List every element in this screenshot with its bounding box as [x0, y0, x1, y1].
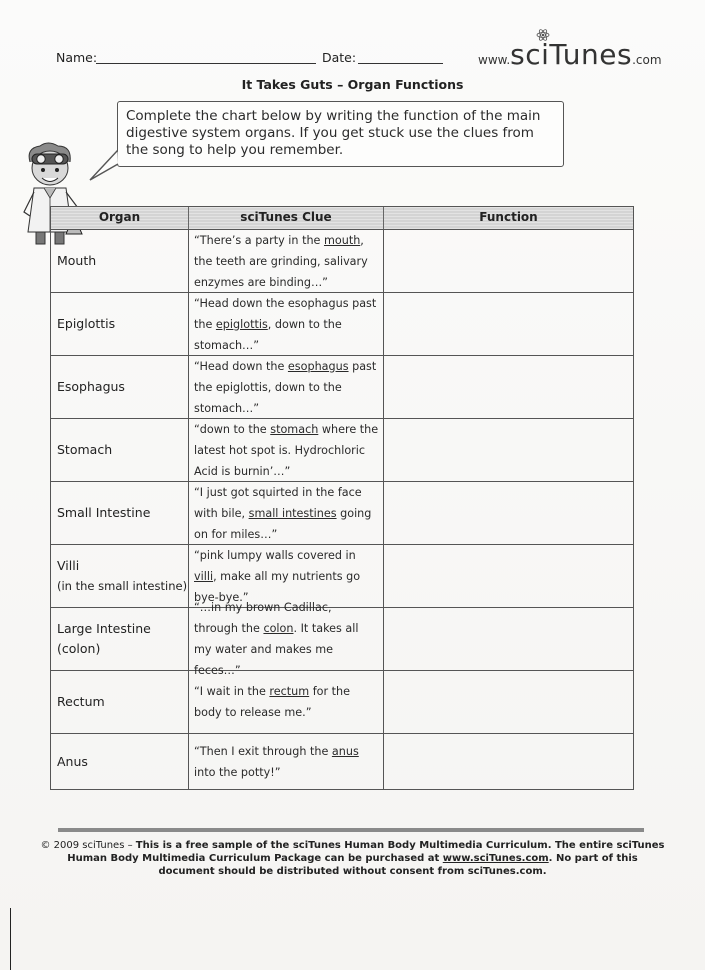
- function-input-cell[interactable]: [384, 545, 633, 607]
- scitunes-logo: [478, 38, 662, 71]
- table-header: [51, 207, 633, 230]
- clue-cell: [189, 419, 384, 481]
- logo-main: sciTunes: [510, 38, 633, 71]
- clue-keyword: epiglottis: [215, 317, 268, 331]
- table-row: [51, 419, 633, 482]
- organ-name: Esophagus: [57, 379, 125, 394]
- function-input-cell[interactable]: [384, 608, 633, 670]
- function-input-cell[interactable]: [384, 482, 633, 544]
- organ-name: Epiglottis: [57, 316, 116, 331]
- date-field[interactable]: [358, 63, 443, 64]
- clue-text: into the potty!”: [194, 765, 281, 779]
- header-function: Function: [479, 210, 538, 224]
- clue-text: “Head down the esophagus past the: [194, 296, 377, 331]
- clue-cell: [189, 734, 384, 789]
- worksheet-title: It Takes Guts – Organ Functions: [241, 77, 464, 92]
- clue-text: . It takes all my water and makes me feces…”: [194, 622, 359, 677]
- footer-copyright: © 2009 sciTunes –: [40, 840, 136, 851]
- header-organ: Organ: [51, 207, 189, 229]
- clue-text: “Head down the: [194, 359, 288, 373]
- function-input-cell[interactable]: [384, 419, 633, 481]
- clue-text: “I wait in the: [194, 685, 270, 698]
- clue-keyword: rectum: [269, 685, 310, 698]
- instructions-bubble: [117, 101, 564, 167]
- bubble-tail: [88, 150, 122, 184]
- clue-keyword: stomach: [270, 422, 319, 436]
- organ-name: Anus: [57, 753, 88, 769]
- clue-text: “There’s a party in the: [194, 233, 324, 247]
- clue-cell: [189, 482, 384, 544]
- footer-link[interactable]: www.sciTunes.com: [442, 853, 549, 864]
- clue-keyword: colon: [263, 622, 294, 635]
- function-input-cell[interactable]: [384, 293, 633, 355]
- function-input-cell[interactable]: [384, 356, 633, 418]
- organ-name: Mouth: [57, 253, 97, 268]
- clue-text: for the body to release me.”: [194, 685, 351, 719]
- table-row: [51, 230, 633, 293]
- organ-cell: [51, 419, 189, 481]
- clue-text: “I just got squirted in the face with bile,: [194, 485, 362, 520]
- organ-name: Rectum: [57, 694, 105, 709]
- table-row: [51, 356, 633, 419]
- logo-prefix: www.: [478, 53, 511, 67]
- clue-keyword: small intestines: [248, 506, 337, 520]
- clue-keyword: villi: [194, 569, 214, 583]
- table-row: [51, 601, 633, 677]
- clue-text: , make all my nutrients go bye-bye.”: [194, 569, 361, 604]
- instructions-text: Complete the chart below by writing the function of the main digestive system organs. If you get stuck use the clues from the song to help you remember.: [126, 108, 541, 158]
- function-input-cell[interactable]: [384, 734, 633, 789]
- clue-text: “…in my brown Cadillac, through the: [194, 601, 332, 635]
- clue-text: “Then I exit through the: [194, 744, 332, 758]
- organ-cell: [51, 293, 189, 355]
- clue-text: , the teeth are grinding, salivary enzymes are binding…”: [194, 233, 368, 289]
- clue-cell: [189, 293, 384, 355]
- atom-icon: [536, 28, 550, 42]
- footer-notice-text-end: . No part of this document should be distributed without consent from sciTunes.com.: [158, 853, 638, 877]
- organ-cell: [51, 608, 189, 670]
- organ-cell: [51, 230, 189, 292]
- table-row: [51, 293, 633, 356]
- clue-cell: [189, 601, 384, 677]
- table-row: [51, 734, 633, 789]
- date-label: Date:: [322, 50, 357, 65]
- organ-name: Villi: [57, 558, 80, 573]
- organ-subtitle: (colon): [57, 641, 101, 656]
- header-clue: sciTunes Clue: [189, 207, 384, 229]
- name-label: Name:: [56, 50, 98, 65]
- organ-subtitle: (in the small intestine): [57, 579, 188, 593]
- organ-cell: [51, 671, 189, 733]
- clue-keyword: anus: [331, 744, 359, 758]
- clue-text: “pink lumpy walls covered in: [194, 548, 356, 562]
- clue-text: “down to the: [194, 422, 271, 436]
- clue-text: , down to the stomach…”: [194, 317, 342, 352]
- table-row: [51, 671, 633, 734]
- name-field[interactable]: [96, 63, 316, 64]
- clue-cell: [189, 230, 384, 292]
- footer-notice-text: This is a free sample of the sciTunes Human Body Multimedia Curriculum. The entire sciTunes Human Body Multimedia Curriculum Package can be purchased at: [67, 840, 665, 864]
- clue-keyword: esophagus: [287, 359, 349, 373]
- organ-functions-table: [50, 206, 634, 790]
- organ-cell: [51, 545, 189, 607]
- clue-keyword: mouth: [323, 233, 361, 247]
- footer-notice: [40, 839, 665, 878]
- clue-text: where the latest hot spot is. Hydrochloric Acid is burnin’…”: [194, 422, 379, 478]
- clue-text: going on for miles…”: [194, 506, 372, 541]
- function-input-cell[interactable]: [384, 230, 633, 292]
- clue-cell: [189, 356, 384, 418]
- organ-name: Stomach: [57, 442, 113, 457]
- logo-suffix: .com: [632, 53, 662, 67]
- clue-text: past the epiglottis, down to the stomach…”: [194, 359, 377, 415]
- function-input-cell[interactable]: [384, 671, 633, 733]
- organ-name: Large Intestine: [57, 621, 151, 636]
- clue-cell: [189, 671, 384, 733]
- organ-cell: [51, 482, 189, 544]
- organ-cell: [51, 734, 189, 789]
- footer-divider: [58, 828, 644, 832]
- table-row: [51, 482, 633, 545]
- organ-name: Small Intestine: [57, 505, 151, 520]
- organ-cell: [51, 356, 189, 418]
- scan-edge-line: [10, 908, 11, 970]
